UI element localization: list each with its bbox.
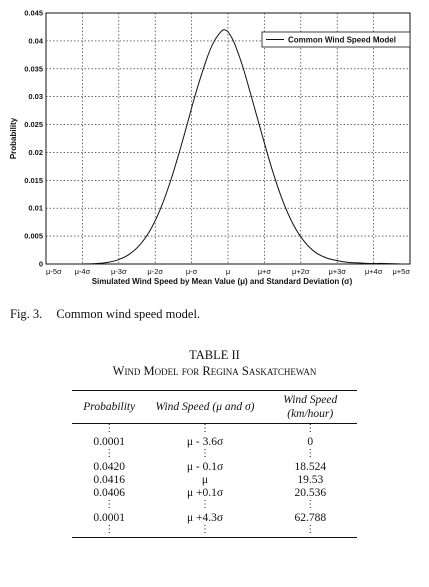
table-title: TABLE II bbox=[189, 348, 240, 362]
table-row: 0.0001 μ +4.3σ 62.788 bbox=[93, 512, 327, 524]
table-ellipsis-row: ⋮ ⋮ ⋮ bbox=[104, 423, 316, 434]
table-ellipsis-row: ⋮ ⋮ ⋮ bbox=[104, 448, 316, 459]
table-row: 0.0420 μ - 0.1σ 18.524 bbox=[93, 461, 327, 473]
figure-caption-label: Fig. 3. bbox=[10, 307, 43, 321]
y-tick-label: 0.04 bbox=[28, 36, 43, 46]
table-row: 0.0416 μ 19.53 bbox=[93, 474, 324, 486]
table-subtitle: Wind Model for Regina Saskatchewan bbox=[112, 364, 317, 378]
legend bbox=[262, 32, 410, 47]
table-ellipsis-row: ⋮ ⋮ ⋮ bbox=[72, 525, 357, 538]
y-tick-label: 0.035 bbox=[24, 64, 43, 74]
header-wind-speed-mu-sigma: Wind Speed (μ and σ) bbox=[155, 401, 255, 413]
y-tick-label: 0.01 bbox=[28, 203, 43, 213]
y-tick-label: 0 bbox=[38, 259, 43, 269]
x-tick-label: μ+4σ bbox=[364, 267, 383, 276]
y-axis-label: Probability bbox=[9, 117, 18, 160]
x-tick-label: μ+3σ bbox=[328, 267, 346, 276]
x-tick-label: μ-3σ bbox=[110, 267, 127, 276]
x-tick-label: μ-2σ bbox=[147, 267, 164, 276]
x-tick-label: μ-5σ bbox=[46, 267, 62, 276]
wind-model-table bbox=[72, 390, 357, 538]
x-tick-label: μ-4σ bbox=[74, 267, 91, 276]
table-row: 0.0406 μ +0.1σ 20.536 bbox=[93, 487, 327, 499]
header-probability: Probability bbox=[83, 401, 136, 413]
y-tick-label: 0.045 bbox=[24, 8, 43, 18]
x-tick-label: μ bbox=[225, 267, 231, 276]
figure-caption-text: Common wind speed model. bbox=[56, 307, 201, 321]
y-tick-label: 0.025 bbox=[24, 120, 43, 130]
y-tick-label: 0.02 bbox=[28, 147, 43, 157]
legend-entry: Common Wind Speed Model bbox=[288, 35, 396, 45]
x-tick-label: μ+σ bbox=[257, 267, 272, 276]
header-wind-speed-kmh: Wind Speed (km/hour) bbox=[283, 394, 338, 420]
y-tick-label: 0.015 bbox=[24, 175, 43, 185]
table-header-row bbox=[72, 391, 357, 424]
table-ellipsis-row: ⋮ ⋮ ⋮ bbox=[104, 499, 316, 510]
figure-caption bbox=[10, 307, 200, 322]
x-tick-label: μ-σ bbox=[185, 267, 198, 276]
series-line bbox=[82, 30, 402, 264]
x-axis-label: Simulated Wind Speed by Mean Value (μ) and Standard Deviation (σ) bbox=[91, 277, 353, 286]
plot-frame bbox=[46, 13, 410, 264]
x-tick-label: μ+5σ bbox=[392, 267, 410, 276]
y-tick-label: 0.005 bbox=[24, 231, 43, 241]
table-row: 0.0001 μ - 3.6σ 0 bbox=[93, 436, 314, 448]
x-tick-label: μ+2σ bbox=[292, 267, 310, 276]
y-tick-label: 0.03 bbox=[28, 92, 43, 102]
